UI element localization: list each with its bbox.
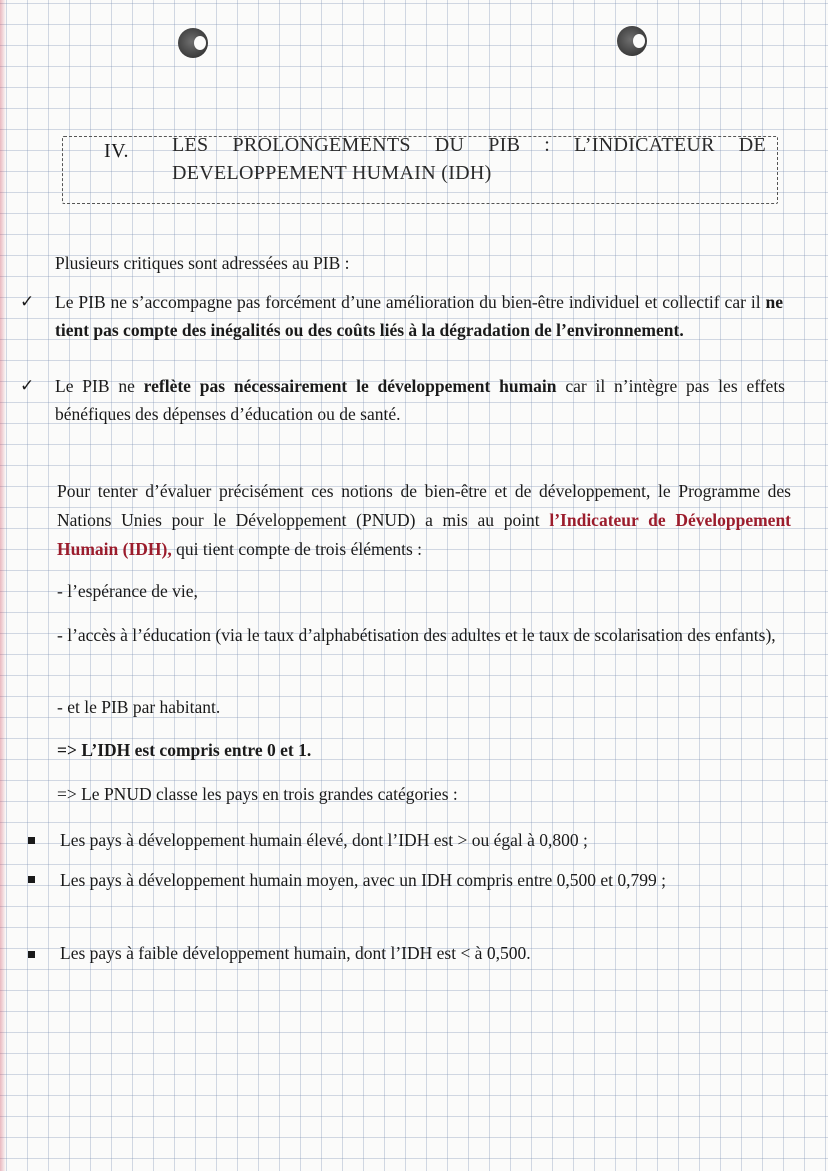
title-line-1: LES PROLONGEMENTS DU PIB : L’INDICATEUR DE bbox=[172, 134, 766, 156]
element-gdp: - et le PIB par habitant. bbox=[57, 697, 221, 717]
page-margin bbox=[0, 0, 6, 1171]
check-icon: ✓ bbox=[20, 376, 35, 396]
category-high: Les pays à développement humain élevé, dont l’IDH est > ou égal à 0,800 ; bbox=[60, 830, 588, 850]
idh-range: => L’IDH est compris entre 0 et 1. bbox=[57, 740, 312, 760]
idh-paragraph bbox=[57, 477, 791, 564]
check-icon: ✓ bbox=[20, 292, 35, 312]
pnud-classification: => Le PNUD classe les pays en trois grandes catégories : bbox=[57, 784, 458, 804]
section-number: IV. bbox=[104, 140, 130, 162]
idh-highlight: l’Indicateur de Développement Humain (IDH), bbox=[57, 510, 792, 559]
critique-1 bbox=[55, 288, 783, 344]
element-education: - l’accès à l’éducation (via le taux d’alphabétisation des adultes et le taux de scolarisation des enfants), bbox=[57, 625, 776, 645]
title-line-2: DEVELOPPEMENT HUMAIN (IDH) bbox=[172, 162, 492, 184]
section-title bbox=[172, 131, 766, 187]
square-bullet-icon bbox=[28, 876, 35, 883]
intro-text: Plusieurs critiques sont adressées au PIB : bbox=[55, 253, 350, 273]
idh-paragraph-end: qui tient compte de trois éléments : bbox=[171, 539, 423, 559]
critique-2-text-end: car il n’intègre pas les effets bénéfiques des dépenses d’éducation ou de santé. bbox=[55, 376, 785, 424]
critique-2-text: Le PIB ne bbox=[55, 376, 144, 396]
square-bullet-icon bbox=[28, 951, 35, 958]
critique-1-text: Le PIB ne s’accompagne pas forcément d’une amélioration du bien-être individuel et collectif car il bbox=[55, 292, 766, 312]
category-low: Les pays à faible développement humain, dont l’IDH est < à 0,500. bbox=[60, 943, 531, 963]
critique-1-bold: ne tient pas compte des inégalités ou des coûts liés à la dégradation de l’environnement. bbox=[55, 292, 783, 340]
binder-hole-icon bbox=[178, 28, 208, 58]
idh-paragraph-text: Pour tenter d’évaluer précisément ces notions de bien-être et de développement, le Programme des Nations Unies pour le Développement (PNUD) a mis au point bbox=[57, 481, 791, 530]
category-medium: Les pays à développement humain moyen, avec un IDH compris entre 0,500 et 0,799 ; bbox=[60, 870, 667, 890]
element-life-expectancy: - l’espérance de vie, bbox=[57, 581, 198, 601]
critique-2-bold: reflète pas nécessairement le développement humain bbox=[143, 376, 557, 396]
binder-hole-icon bbox=[617, 26, 647, 56]
critique-2 bbox=[55, 372, 785, 428]
square-bullet-icon bbox=[28, 837, 35, 844]
